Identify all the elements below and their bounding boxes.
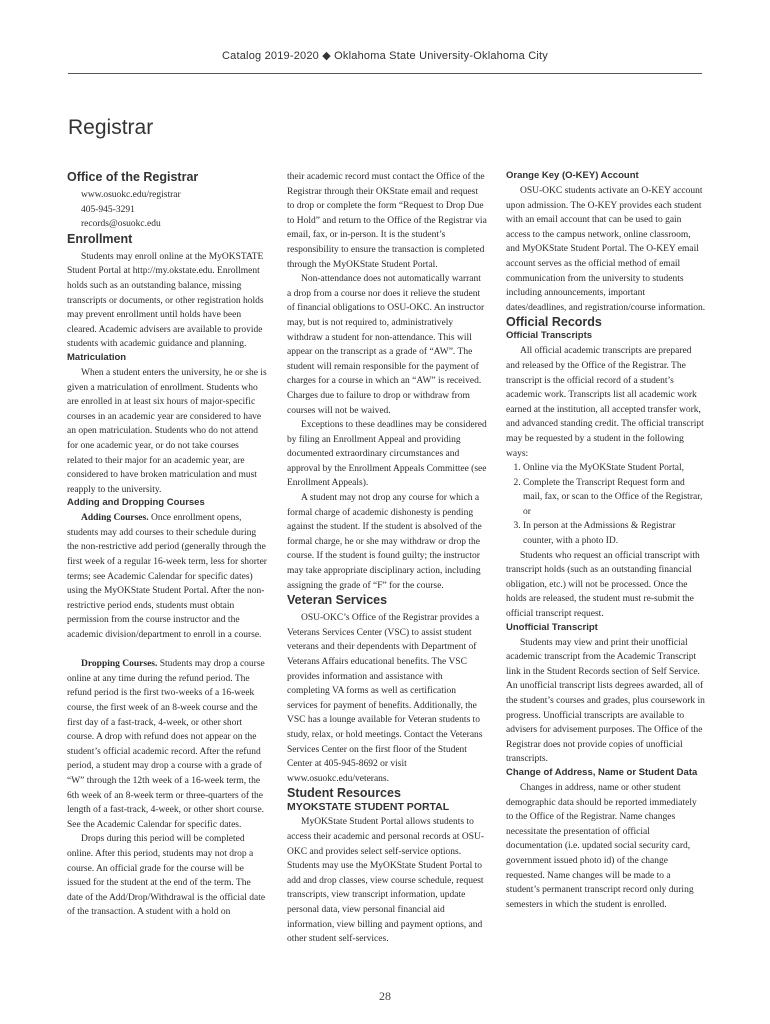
page-number: 28: [379, 989, 391, 1003]
running-header: Catalog 2019-2020 ◆ Oklahoma State University-Oklahoma City: [222, 50, 548, 62]
unofficial-transcript-text: Students may view and print their unofficial academic transcript from the Academic Transcript link in the Student Records section of Self Service. An unofficial transcript lists degrees awarded, all of the student’s courses and grades, plus coursework in progress. Unofficial transcripts are available to advisers for advisement purposes. The Office of the Registrar does not provide copies of unofficial transcripts.: [506, 637, 705, 765]
official-transcripts-text: All official academic transcripts are prepared and released by the Office of the Registrar. The transcript is the official record of a student’s academic work. Transcripts list all academic work earned at the institution, all accepted transfer work, and advanced standing credit. The official transcript may be requested by a student in the following ways:: [506, 346, 704, 459]
dropping-courses-text: Students may drop a course online at any time during the refund period. The refund period is the first two-weeks of a 16-week course, the first week of an 8-week course and the first day of a fast-track, 4-week, or other short course. A drop with refund does not appear on the student’s official academic record. After the refund period, a student may drop a course with a grade of “W” through the 12th week of a 16-week term, the 6th week of an 8-week term or three-quarters of the length of a fast-track, 4-week, or other short course. See the Academic Calendar for specific dates.: [67, 659, 265, 830]
exceptions-text: Exceptions to these deadlines may be considered by filing an Enrollment Appeal and providing documented extraordinary circumstances and approval by the Enrollment Appeals Committee (see Enrollment Appeals).: [287, 420, 487, 489]
academic-dishonesty-text: A student may not drop any course for which a formal charge of academic dishonesty is pending against the student. If the student is absolved of the formal charge, he or she may withdraw or drop the course. If the student is found guilty; the instructor may take appropriate disciplinary action, including assigning the grade of “F” for the course.: [287, 493, 482, 591]
dropping-courses-paragraph: [67, 657, 267, 832]
office-email[interactable]: records@osuokc.edu: [81, 219, 161, 230]
office-contact: [67, 188, 267, 232]
office-heading: Office of the Registrar: [67, 170, 199, 184]
list-item: 3. In person at the Admissions & Registrar counter, with a photo ID.: [523, 519, 706, 548]
column-1: [67, 170, 267, 920]
change-of-data-text: Changes in address, name or other student demographic data should be reported immediately to the Office of the Registrar. Name changes necessitate the presentation of official documentation (i.e. updated social security card, government issued photo id) of the change requested. Name changes will be made to a student’s permanent transcript record only during semesters in which the student is enrolled.: [506, 782, 697, 910]
enrollment-heading: Enrollment: [67, 231, 133, 246]
non-attendance-text: Non-attendance does not automatically warrant a drop from a course nor does it relieve the student of financial obligations to OSU-OKC. An instructor may, but is not required to, administratively withdraw a student for non-attendance. This will appear on the transcript as a grade of “AW”. The student will remain responsible for the payment of charges for a course in which an “AW” is received. Charges due to failure to drop or withdraw from courses will not be waived.: [287, 274, 485, 416]
page-title: Registrar: [68, 116, 154, 139]
change-of-data-heading: Change of Address, Name or Student Data: [506, 766, 698, 778]
adding-courses-text: Once enrollment opens, students may add courses to their schedule during the non-restrictive add period (generally through the first week of a regular 16-week term, less for shorter terms; see Academic Calendar for specific dates) using the MyOKState Student Portal. After the non-restrictive period ends, students must obtain permission from the course instructor and the academic division/department to enroll in a course.: [67, 513, 267, 641]
column-2: [287, 170, 487, 947]
dropping-courses-label: Dropping Courses.: [81, 659, 158, 670]
student-resources-heading: Student Resources: [287, 786, 401, 801]
portal-subheading: MYOKSTATE STUDENT PORTAL: [287, 801, 450, 814]
office-url[interactable]: www.osuokc.edu/registrar: [81, 190, 181, 200]
unofficial-transcript-heading: Unofficial Transcript: [506, 621, 598, 633]
adding-dropping-heading: Adding and Dropping Courses: [67, 497, 205, 509]
portal-text: MyOKState Student Portal allows students to access their academic and personal records at OSU-OKC and provides select self-service options. Students may use the MyOKState Student Portal to add and drop classes, view course schedule, request transcripts, view transcript information, update personal data, view personal financial aid information, view billing and payment options, and other student self-services.: [287, 817, 485, 945]
adding-courses-label: Adding Courses.: [81, 513, 149, 524]
hold-continued-text: their academic record must contact the Office of the Registrar through their OKState email and request to drop or complete the form “Request to Drop Due to Hold” and return to the Office of the Registrar via email, fax, or in-person. It is the student’s responsibility to ensure the transaction is completed through the MyOKState Student Portal.: [287, 172, 487, 270]
okey-heading: Orange Key (O-KEY) Account: [506, 170, 639, 181]
drops-period-text: Drops during this period will be completed online. After this period, students may not drop a course. An official grade for the course will be issued for the student at the end of the term. The date of the Add/Drop/Withdrawal is the official date of the transaction. A student with a hold on: [67, 834, 266, 918]
matriculation-text: When a student enters the university, he or she is given a matriculation of enrollment. Students who are enrolled in at least six hours of major-specific courses in an academic year are considered to have an open matriculation. Students who do not attend for one academic year, or do not take courses related to their major for an academic year, are considered to have broken matriculation and must reapply to the university.: [67, 367, 267, 495]
okey-text: OSU-OKC students activate an O-KEY account upon admission. The O-KEY provides each student with an email account that can be used to gain access to the campus network, online classroom, and MyOKState Student Portal. The O-KEY email account serves as the official method of email communication from the university to students including announcements, important dates/deadlines, and registration/course information.: [506, 186, 706, 313]
adding-courses-paragraph: [67, 511, 267, 642]
official-records-heading: Official Records: [506, 315, 602, 330]
transcript-holds-text: Students who request an official transcript with transcript holds (such as an outstanding financial obligation, etc.) will not be processed. Once the holds are released, the student must re-submit the official transcript request.: [506, 550, 700, 620]
office-phone: 405-945-3291: [81, 204, 135, 215]
header-rule: [68, 73, 702, 74]
column-3: [506, 170, 706, 912]
official-transcripts-heading: Official Transcripts: [506, 330, 593, 342]
transcript-request-options: [506, 461, 706, 549]
matriculation-heading: Matriculation: [67, 351, 127, 363]
list-item: 1. Online via the MyOKState Student Portal,: [523, 461, 706, 476]
veteran-text: OSU-OKC’s Office of the Registrar provides a Veterans Services Center (VSC) to assist student veterans and their dependents with Department of Veterans Affairs educational benefits. The VSC provides information and assistance with completing VA forms as well as certification services for payment of benefits. Additionally, the VSC has a lounge available for Veteran students to study, relax, or hold meetings. Contact the Veterans Services Center on the first floor of the Student Center at 405-945-8692 or visit www.osuokc.edu/veterans.: [287, 613, 483, 784]
paragraph-gap: [67, 643, 267, 658]
list-item: 2. Complete the Transcript Request form and mail, fax, or scan to the Office of the Registrar, or: [523, 476, 706, 520]
enrollment-text: Students may enroll online at the MyOKSTATE Student Portal at http://my.okstate.edu. Enrollment holds such as an outstanding balance, missing transcripts or documents, or other registration holds may prevent enrollment until holds have been cleared. Academic advisers are available to provide students with academic guidance and planning.: [67, 251, 264, 350]
veteran-heading: Veteran Services: [287, 593, 388, 608]
